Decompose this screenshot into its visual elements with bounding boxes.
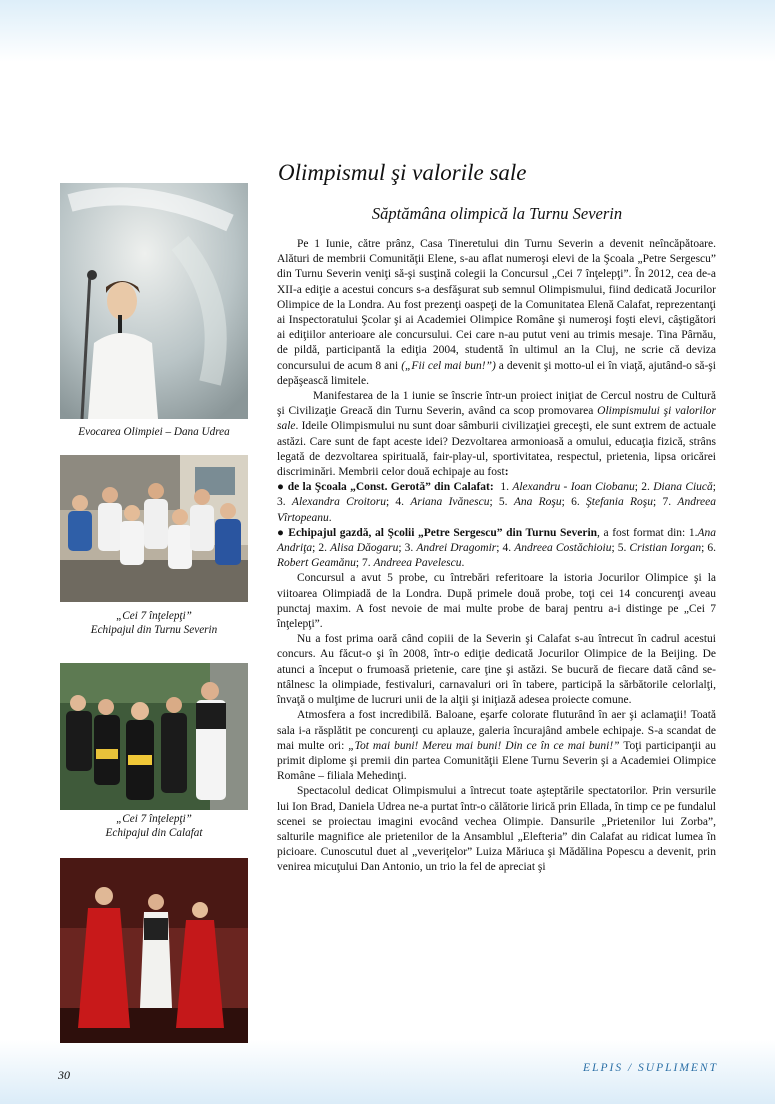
text: . Ideile Olimpismului nu sunt doar sâmburii civilizaţiei greceşti, ele sunt extrem de actuale astăzi. Care sunt de fapt aceste idei? Dezvoltarea armonioasă a omului, educaţia fizică, strâns legată de dezvoltarea spirituală, fair-play-ul, sportivitatea, respectul, prietenia, lipsa oricărei discriminări. Membrii celor două echipaje au fost <box>277 420 716 479</box>
team-turnu-severin: ● Echipajul gazdă, al Şcolii „Petre Sergescu” din Turnu Severin, a fost format din: 1.Ana Andriţa; 2. Alisa Dăogaru; 3. Andrei Dragomir; 4. Andreea Costăchioiu; 5. Cristian Iorgan; 6. Robert Geamănu; 7. Andreea Pavelescu. <box>277 526 716 570</box>
caption-line: „Cei 7 înţelepţi” <box>116 610 192 622</box>
paragraph <box>277 389 716 480</box>
member-name: Robert Geamănu <box>277 557 356 570</box>
paragraph: Spectacolul dedicat Olimpismului a întrecut toate aşteptările spectatorilor. Prin versurile lui Ion Brad, Daniela Udrea ne-a purtat într-o călătorie lirică prin Ellada, în timp ce pe fundalul scenei se proiectau imagini evocând vechea Olimpie. Dansurile „Prietenilor lui Zorba”, salturile magnifice ale prietenilor de la Ansamblul „Elefteria” din Calafat au ridicat lumea în picioare. Cunoscutul duet al „veveriţelor” Luiza Măriuca şi Mădălina Popescu a devenit, prin venirea micuţului Dan Antonio, un trio la fel de apreciat şi <box>277 785 716 874</box>
team-heading: ● de la Şcoala „Const. Gerotă” din Calafat: <box>277 481 494 494</box>
text: Atmosfera a fost incredibilă. Baloane, eşarfe colorate fluturând în aer şi aclamaţii! Toată sala i-a răsplătit pe concurenţi cu aplauze, galeria încurajând ambele echipaje. S-a scandat de mai multe ori: <box>277 709 716 752</box>
paragraph <box>277 237 716 389</box>
caption-line: Evocarea Olimpiei – Dana Udrea <box>78 426 230 438</box>
text: , a fost format din: <box>597 526 689 539</box>
member-name: Ariana Ivănescu <box>410 496 490 509</box>
text: Manifestarea de la 1 iunie se înscrie într-un proiect iniţiat de Cercul nostru de Cultură şi Civilizaţie Greacă din Turnu Severin, având ca scop promovarea <box>277 390 716 418</box>
chant: „Tot mai buni! Mereu mai buni! Din ce în ce mai buni!” <box>348 739 620 752</box>
member-name: Andreea Vîrtopeanu <box>277 496 716 524</box>
photo-spectacol <box>60 858 248 1043</box>
article-title: Olimpismul şi valorile sale <box>278 160 527 185</box>
paragraph: Nu a fost prima oară când copiii de la Severin şi Calafat s-au întrecut în cadrul acestui concurs. Au făcut-o şi în 2008, într-o ediţie dedicată Jocurilor Olimpice de la Beijing. De atunci a început o frumoasă prietenie, care ţine şi astăzi. Se bucură de fiecare dată când se-ntâlnesc la olimpiade, festivaluri, carnavaluri ori în tabere, participă la sărbătorile celorlalţi, învaţă o mulţime de lucruri unii de la alţii şi iniţiază adesea proiecte comune. <box>277 633 716 707</box>
member-name: Ana Andriţa <box>277 526 716 555</box>
member-name: Andreea Costăchioiu <box>514 542 612 555</box>
photo-caption-1 <box>52 425 256 439</box>
article-body <box>277 237 716 876</box>
member-name: Alexandra Croitoru <box>291 496 386 509</box>
text: Toţi participanţii au primit diplome şi premii din partea Comunităţii Elene Turnu Severin şi a Academiei Olimpice Române – filiala Mehedinţi. <box>277 739 717 783</box>
member-name: Andrei Dragomir <box>416 542 497 555</box>
photo-caption-3 <box>52 812 256 840</box>
caption-line: Echipajul din Turnu Severin <box>90 624 218 636</box>
member-name: Alexandru - Ioan Ciobanu <box>512 481 635 494</box>
text: Pe 1 Iunie, către prânz, Casa Tineretului din Turnu Severin a devenit neîncăpătoare. Alături de membrii Comunităţii Elene, s-au aflat numeroşi elevi de la Şcoala „Petre Sergescu” din Turnu Severin veniţi să-şi susţină colegii la Concursul „Cei 7 înţelepţi”. În 2012, cea de-a XII-a ediţie a acestui concurs s-a desfăşurat sub semnul Olimpismului, fiind dedicată Jocurilor Olimpice de la Londra. Au fost prezenţi oaspeţi de la Comunitatea Elenă Calafat, reprezentanţi ai Inspectoratului Şcolar şi ai Academiei Olimpice Române şi numeroşi foşti elevi, câştigători ai ediţiilor anterioare ale concursului. Cei care n-au putut veni au trimis mesaje. Tina Pârnău, de pildă, participantă la ediţia 2004, studentă în ultimul an la Cluj, ne scrie că deviza concursului de acum 8 ani <box>277 238 716 372</box>
text: a devenit şi motto-ul ei în viaţă, ajutând-o să-şi depăşească limitele. <box>277 359 716 387</box>
team-heading: ● Echipajul gazdă, al Şcolii „Petre Sergescu” din Turnu Severin <box>277 526 598 539</box>
motto: („Fii cel mai bun!”) <box>401 359 496 372</box>
article-subtitle: Săptămâna olimpică la Turnu Severin <box>371 204 623 223</box>
member-name: Andreea Pavelescu <box>373 557 462 570</box>
member-name: Alisa Dăogaru <box>330 542 399 555</box>
member-name: Ana Roşu <box>513 496 562 509</box>
member-name: Diana Ciucă <box>653 481 713 494</box>
paragraph: Concursul a avut 5 probe, cu întrebări referitoare la istoria Jocurilor Olimpice şi la viitoarea Olimpiadă de la Londra. După primele două probe, toţi cei 14 concurenţi aveau punctaj maxim. A fost nevoie de mai multe probe de baraj pentru a-i distinge pe „Cei 7 înţelepţi”. <box>277 572 716 631</box>
photo-evocarea-olimpiei <box>60 183 248 419</box>
paragraph <box>277 708 716 784</box>
publication-footer: ELPIS / SUPLIMENT <box>583 1062 718 1074</box>
member-name: Cristian Iorgan <box>629 542 702 555</box>
emphasis: Olimpismului şi valorilor sale <box>277 405 716 433</box>
text: : <box>504 466 509 479</box>
photo-caption-2 <box>52 609 256 637</box>
caption-line: „Cei 7 înţelepţi” <box>116 813 192 825</box>
caption-line: Echipajul din Calafat <box>105 827 203 839</box>
team-calafat: ● de la Şcoala „Const. Gerotă” din Calafat: 1. Alexandru - Ioan Ciobanu; 2. Diana Ciucă; 3. Alexandra Croitoru; 4. Ariana Ivănescu; 5. Ana Roşu; 6. Ştefania Roşu; 7. Andreea Vîrtopeanu. <box>277 481 716 524</box>
page-number: 30 <box>58 1068 70 1082</box>
photo-echipaj-turnu-severin <box>60 455 248 602</box>
photo-echipaj-calafat <box>60 663 248 810</box>
member-name: Ştefania Roşu <box>586 496 654 509</box>
